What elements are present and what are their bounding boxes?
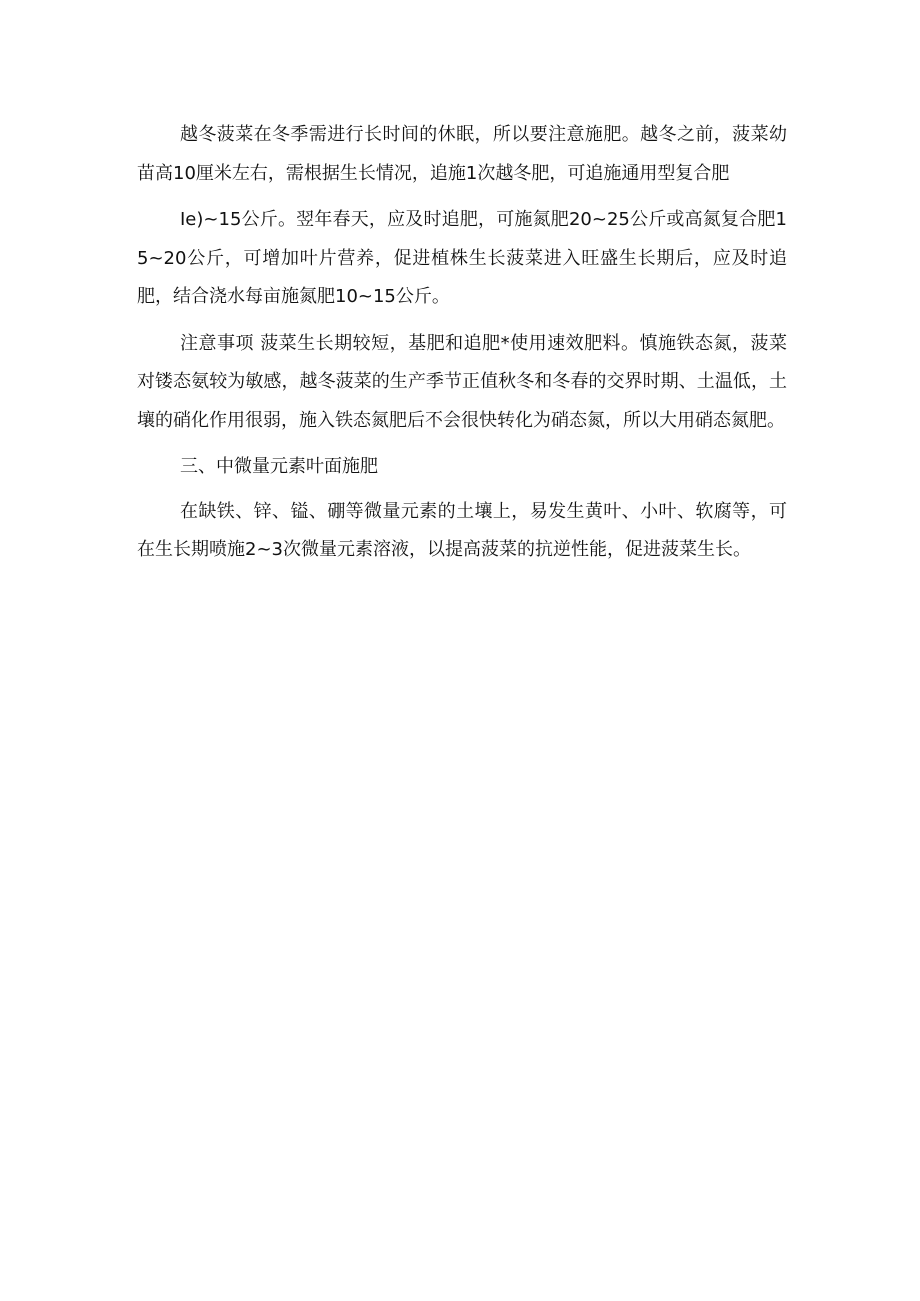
paragraph-winter-fertilizer: 越冬菠菜在冬季需进行长时间的休眠，所以要注意施肥。越冬之前，菠菜幼苗高10厘米左右，需根据生长情况，追施1次越冬肥，可追施通用型复合肥 (137, 124, 787, 184)
paragraph-trace-elements: 在缺铁、锌、镒、硼等微量元素的土壤上，易发生黄叶、小叶、软腐等，可在生长期喷施2~3次微量元素溶液，以提高菠菜的抗逆性能，促进菠菜生长。 (137, 500, 787, 560)
paragraph-precautions: 注意事项 菠菜生长期较短，基肥和追肥*使用速效肥料。慎施铁态氮，菠菜对镂态氨较为敏感，越冬菠菜的生产季节正值秋冬和冬春的交界时期、土温低，土壤的硝化作用很弱，施入铁态氮肥后不会很快转化为硝态氮，所以大用硝态氮肥。 (137, 332, 787, 431)
document-body (137, 116, 787, 578)
paragraph-spring-topdressing: Ie)~15公斤。翌年春天，应及时追肥，可施氮肥20~25公斤或高氮复合肥15~20公斤，可增加叶片营养，促进植株生长菠菜进入旺盛生长期后，应及时追肥，结合浇水每亩施氮肥10~15公斤。 (137, 209, 787, 307)
section-heading-foliar: 三、中微量元素叶面施肥 (180, 456, 378, 477)
